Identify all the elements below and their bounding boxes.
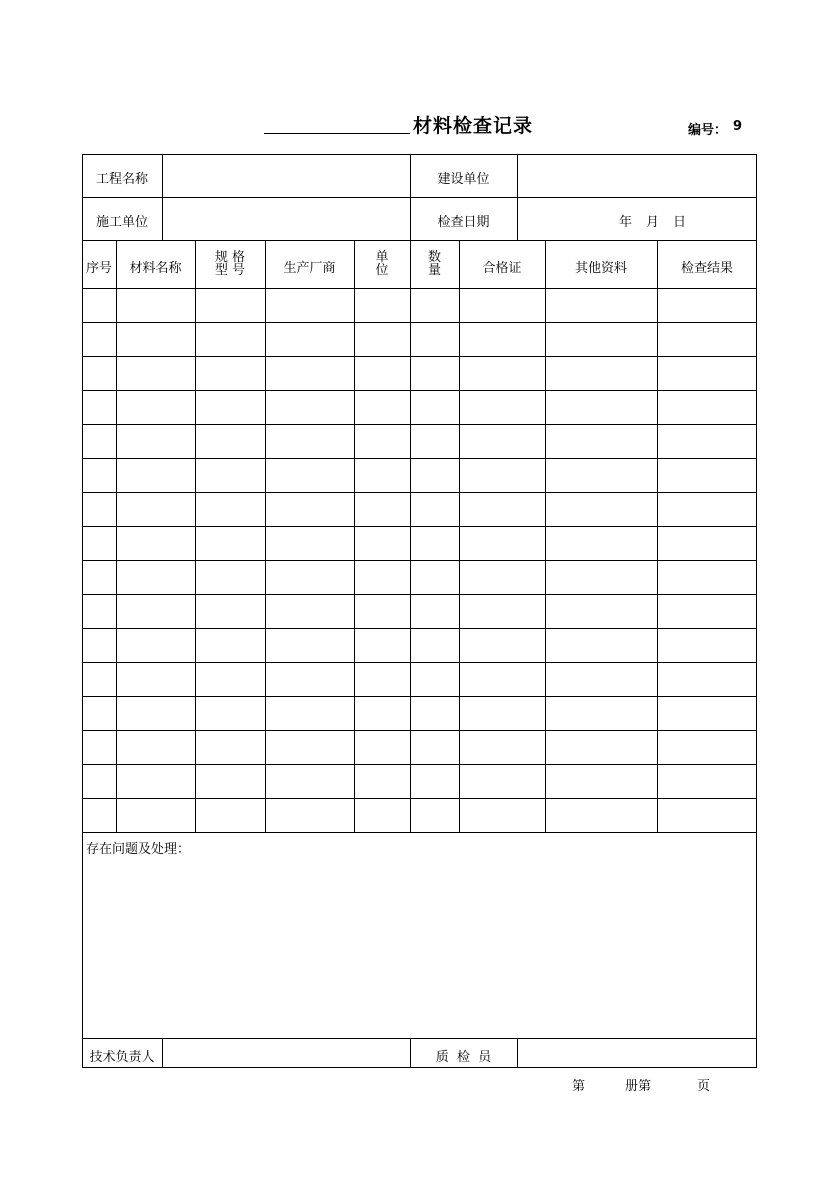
project-name-label: 工程名称 xyxy=(95,172,148,187)
header-divider xyxy=(82,288,757,289)
table-row xyxy=(82,696,757,697)
table-row xyxy=(82,832,757,833)
col-header-spec-top: 规 格 xyxy=(214,250,246,265)
builder-field[interactable] xyxy=(518,160,756,192)
col-divider xyxy=(354,240,355,832)
col-divider xyxy=(657,240,658,832)
col-divider xyxy=(459,240,460,832)
col-divider xyxy=(265,240,266,832)
builder-label: 建设单位 xyxy=(437,172,490,187)
col-header-spec-bottom: 型 号 xyxy=(214,263,246,278)
date-year: 年 xyxy=(619,215,633,230)
issues-label: 存在问题及处理： xyxy=(86,842,191,857)
table-row xyxy=(82,458,757,459)
date-month: 月 xyxy=(646,215,660,230)
title-underline xyxy=(264,133,410,134)
table-row xyxy=(82,424,757,425)
table-row xyxy=(82,526,757,527)
col-header-material: 材料名称 xyxy=(129,261,182,276)
col-header-other-docs: 其他资料 xyxy=(574,261,627,276)
col-header-seq: 序号 xyxy=(85,261,112,276)
table-row xyxy=(82,390,757,391)
table-row xyxy=(82,492,757,493)
inspector-field[interactable] xyxy=(518,1039,756,1067)
col-header-certificate: 合格证 xyxy=(482,261,522,276)
table-row xyxy=(82,560,757,561)
record-code-value: 9 xyxy=(733,119,743,134)
footer-vol-prefix: 第 xyxy=(572,1079,586,1094)
row-divider xyxy=(82,197,757,198)
row-divider xyxy=(82,240,757,241)
check-date-label: 检查日期 xyxy=(437,215,490,230)
tech-lead-field[interactable] xyxy=(163,1039,410,1067)
project-name-field[interactable] xyxy=(163,160,410,192)
table-row xyxy=(82,662,757,663)
table-row xyxy=(82,628,757,629)
tech-lead-label: 技术负责人 xyxy=(89,1050,155,1065)
table-row xyxy=(82,730,757,731)
table-row xyxy=(82,356,757,357)
col-divider xyxy=(517,197,518,240)
constructor-label: 施工单位 xyxy=(95,215,148,230)
page-title: 材料检查记录 xyxy=(413,115,534,137)
col-header-result: 检查结果 xyxy=(680,261,733,276)
col-header-unit-top: 单 xyxy=(375,250,389,265)
col-header-unit-bottom: 位 xyxy=(375,263,389,278)
inspector-label: 质 检 员 xyxy=(435,1050,492,1065)
footer-page-suffix: 页 xyxy=(697,1079,711,1094)
col-header-manufacturer: 生产厂商 xyxy=(283,261,336,276)
table-row xyxy=(82,322,757,323)
col-divider xyxy=(545,240,546,832)
table-row xyxy=(82,798,757,799)
col-header-qty-bottom: 量 xyxy=(427,263,441,278)
constructor-field[interactable] xyxy=(163,203,410,235)
footer-vol-suffix: 册第 xyxy=(625,1079,652,1094)
record-code-label: 编号： xyxy=(688,123,728,138)
col-divider xyxy=(410,240,411,832)
issues-field[interactable] xyxy=(83,856,756,1036)
col-header-qty-top: 数 xyxy=(427,250,441,265)
col-divider xyxy=(116,240,117,832)
date-day: 日 xyxy=(673,215,687,230)
table-row xyxy=(82,594,757,595)
table-row xyxy=(82,764,757,765)
col-divider xyxy=(195,240,196,832)
